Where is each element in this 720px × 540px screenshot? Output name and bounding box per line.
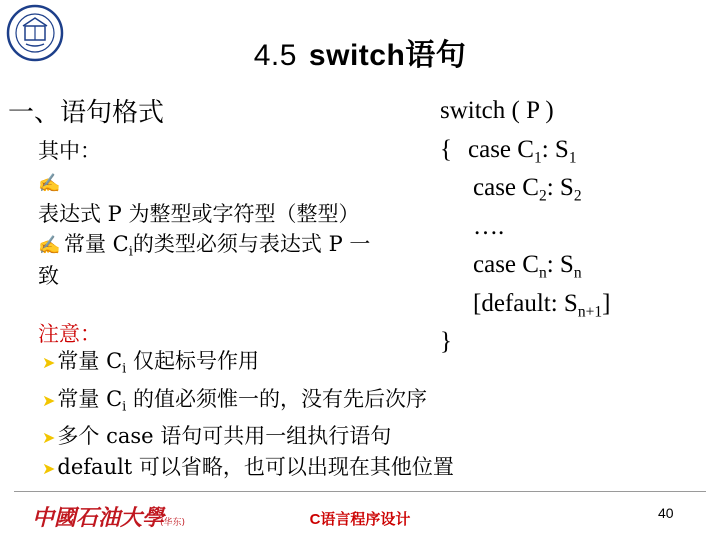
title-text: switch语句 [308, 39, 467, 72]
bullet-1-text: 表达式 P 为整型或字符型（整型） [38, 202, 360, 226]
note-heading: 注意： [38, 322, 101, 346]
subscript: 1 [533, 148, 542, 166]
section-heading: 一、语句格式 [8, 98, 165, 128]
note-text: 仅起标号作用 [126, 349, 260, 373]
subscript: 2 [538, 187, 547, 205]
note-text: 的值必须惟一的，没有先后次序 [126, 387, 428, 411]
code-text: [default: S [473, 289, 578, 317]
note-item-1 [42, 345, 259, 375]
note-text: 多个 case 语句可共用一组执行语句 [57, 424, 392, 448]
arrow-right-icon: ➤ [42, 428, 56, 447]
arrow-right-icon: ➤ [42, 353, 56, 372]
footer-divider [14, 491, 706, 492]
code-text: case C [473, 251, 539, 278]
subscript: i [128, 244, 133, 260]
pen-icon: ✍ [38, 173, 61, 194]
code-line-default [440, 285, 610, 324]
code-line-switch: switch ( P ) [440, 97, 554, 124]
note-text: default 可以省略，也可以出现在其他位置 [57, 455, 454, 479]
code-text: ] [602, 289, 611, 317]
code-text: : S [546, 251, 574, 278]
open-brace: { [440, 135, 452, 163]
note-item-4 [42, 451, 454, 481]
subscript: i [122, 361, 127, 377]
explanation-intro: 其中： [38, 139, 101, 163]
svg-text:(华东): (华东) [160, 518, 186, 528]
code-text: case C [473, 174, 539, 201]
code-text: : S [546, 174, 574, 201]
switch-syntax-code [440, 92, 610, 362]
subscript: n+1 [577, 302, 603, 320]
code-text: case C [468, 135, 534, 163]
code-line-dots: …. [473, 212, 505, 240]
svg-text:中國石油大學: 中國石油大學 [32, 505, 165, 531]
subscript: n [538, 264, 547, 282]
title-number: 4.5 [253, 39, 297, 72]
code-line-close: } [440, 328, 452, 355]
code-text: : S [541, 135, 569, 163]
code-line-case-2 [440, 169, 610, 208]
explanation-bullet-2 [38, 229, 383, 292]
subscript: n [573, 264, 582, 282]
pen-icon: ✍ [38, 235, 61, 256]
note-item-3 [42, 420, 391, 450]
bullet-2-text: 常量 C [64, 232, 129, 256]
code-line-case-n [440, 246, 610, 285]
arrow-right-icon: ➤ [42, 391, 56, 410]
code-line-case-1 [440, 131, 610, 170]
note-text: 常量 C [57, 349, 123, 373]
course-name: C语言程序设计 [309, 511, 411, 528]
arrow-right-icon: ➤ [42, 459, 56, 478]
subscript: 2 [573, 187, 582, 205]
note-item-2 [42, 383, 427, 413]
subscript: i [122, 399, 127, 415]
slide-title [0, 30, 720, 74]
subscript: 1 [568, 148, 577, 166]
page-number: 40 [658, 505, 674, 521]
explanation-bullet-1 [38, 167, 383, 230]
note-text: 常量 C [57, 387, 123, 411]
bullet-2-text-rest: 的类型必须与表达式 P 一致 [38, 232, 371, 288]
